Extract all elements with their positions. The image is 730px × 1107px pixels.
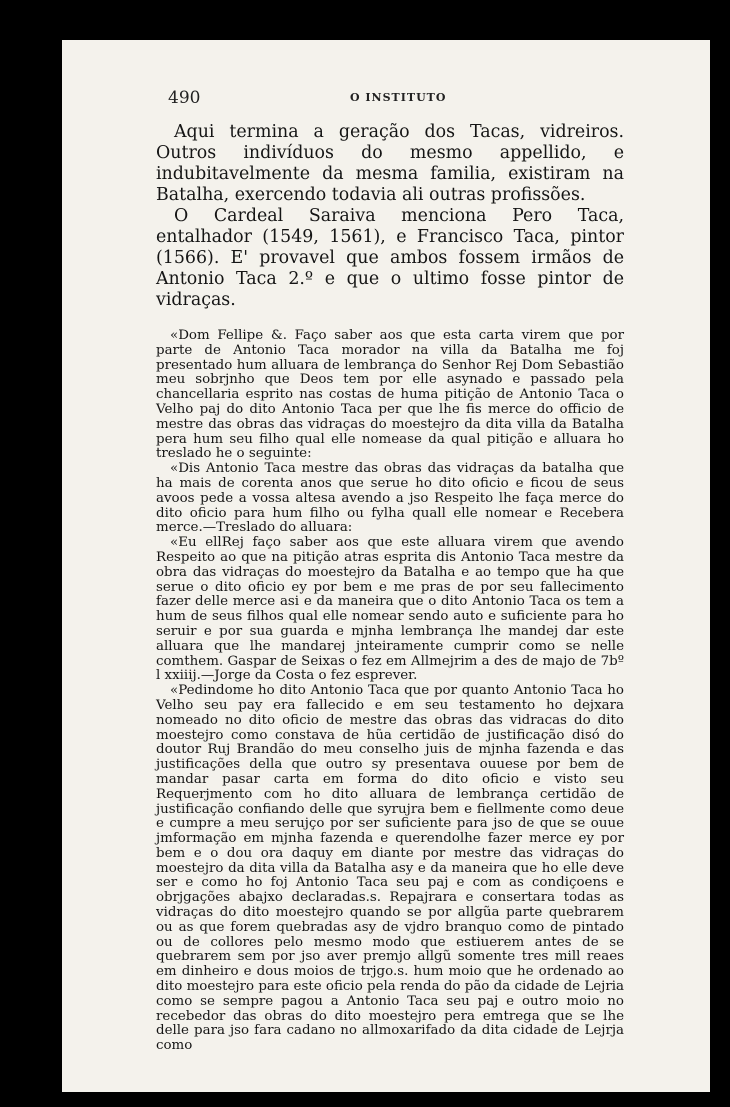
running-title: O INSTITUTO [350, 91, 447, 104]
quote-paragraph: «Dom Fellipe &. Faço saber aos que esta carta virem que por parte de Antonio Taca morador na villa da Batalha me foj presentado hum alluara de lembrança do Senhor Rej Dom Sebastião meu sobrjnho que Deos tem por elle asynado e passado pela chancellaria esprito nas costas de huma pitição de Antonio Taca o Velho paj do dito Antonio Taca per que lhe fis merce do officio de mestre das obras das vidraças do moestejro da dita villa da Batalha pera hum seu filho qual elle nomease da qual pitição e alluara ho treslado he o seguinte: [156, 328, 624, 462]
lead-paragraph: Aqui termina a geração dos Tacas, vidreiros. Outros indivíduos do mesmo appellido, e indubitavelmente da mesma familia, existiram na Batalha, exercendo todavia ali outras profissões. [156, 122, 624, 205]
page-body [156, 122, 624, 1054]
lead-text [156, 122, 624, 311]
quoted-document [156, 329, 624, 1054]
lead-paragraph: O Cardeal Saraiva menciona Pero Taca, entalhador (1549, 1561), e Francisco Taca, pintor (1566). E' provavel que ambos fossem irmãos de Antonio Taca 2.º e que o ultimo fosse pintor de vidraças. [156, 206, 624, 310]
quote-paragraph: «Eu ellRej faço saber aos que este alluara virem que avendo Respeito ao que na pitição atras esprita dis Antonio Taca mestre da obra das vidraças do moestejro da Batalha e ao tempo que ha que serue o dito oficio ey por bem e me pras de por seu fallecimento fazer delle merce asi e da maneira que o dito Antonio Taca os tem a hum de seus filhos qual elle nomear sendo auto e suficiente para ho seruir e por sua guarda e mjnha lembrança lhe mandej dar este alluara que lhe mandarej jnteiramente cumprir como se nelle comthem. Gaspar de Seixas o fez em Allmejrim a des de majo de 7bº l xxiiij.—Jorge da Costa o fez esprever. [156, 535, 624, 684]
page-number: 490 [168, 88, 201, 108]
quote-paragraph: «Dis Antonio Taca mestre das obras das vidraças da batalha que ha mais de corenta anos que serue ho dito oficio e ficou de seus avoos pede a vossa altesa avendo a jso Respeito lhe faça merce do dito oficio para hum filho ou fylha quall elle nomear e Recebera merce.—Treslado do alluara: [156, 461, 624, 536]
quote-paragraph: «Pedindome ho dito Antonio Taca que por quanto Antonio Taca ho Velho seu pay era fallecido e em seu testamento ho dejxara nomeado no dito oficio de mestre das obras das vidracas do dito moestejro como constava de hũa certidão de justificação disó do doutor Ruj Brandão do meu conselho juis de mjnha fazenda e das justificações della que outro sy presentava ouuese por bem de mandar pasar carta em forma do dito oficio e visto seu Requerjmento com ho dito alluara de lembrança certidão de justificação confiando delle que syrujra bem e fiellmente como deue e cumpre a meu serujço por ser suficiente para jso de que se ouue jmformação em mjnha fazenda e querendolhe fazer merce ey por bem e o dou ora daquy em diante por mestre das vidraças do moestejro da dita villa da Batalha asy e da maneira que ho elle deve ser e como ho foj Antonio Taca seu paj e com as condiçoens e obrjgações abajxo declaradas.s. Repajrara e consertara todas as vidraças do dito moestejro quando se por allgũa parte quebrarem ou as que forem quebradas asy de vjdro branquo como de pintado ou de collores pelo mesmo modo que estiuerem antes de se quebrarem sem por jso aver premjo allgũ somente tres mill reaes em dinheiro e dous moios de trjgo.s. hum moio que he ordenado ao dito moestejro para este oficio pela renda do pão da cidade de Lejria como se sempre pagou a Antonio Taca seu paj e outro moio no recebedor das obras do dito moestejro pera emtrega que se lhe delle para jso fara cadano no allmoxarifado da dita cidade de Lejrja como [156, 683, 624, 1054]
scanned-page [62, 40, 710, 1092]
